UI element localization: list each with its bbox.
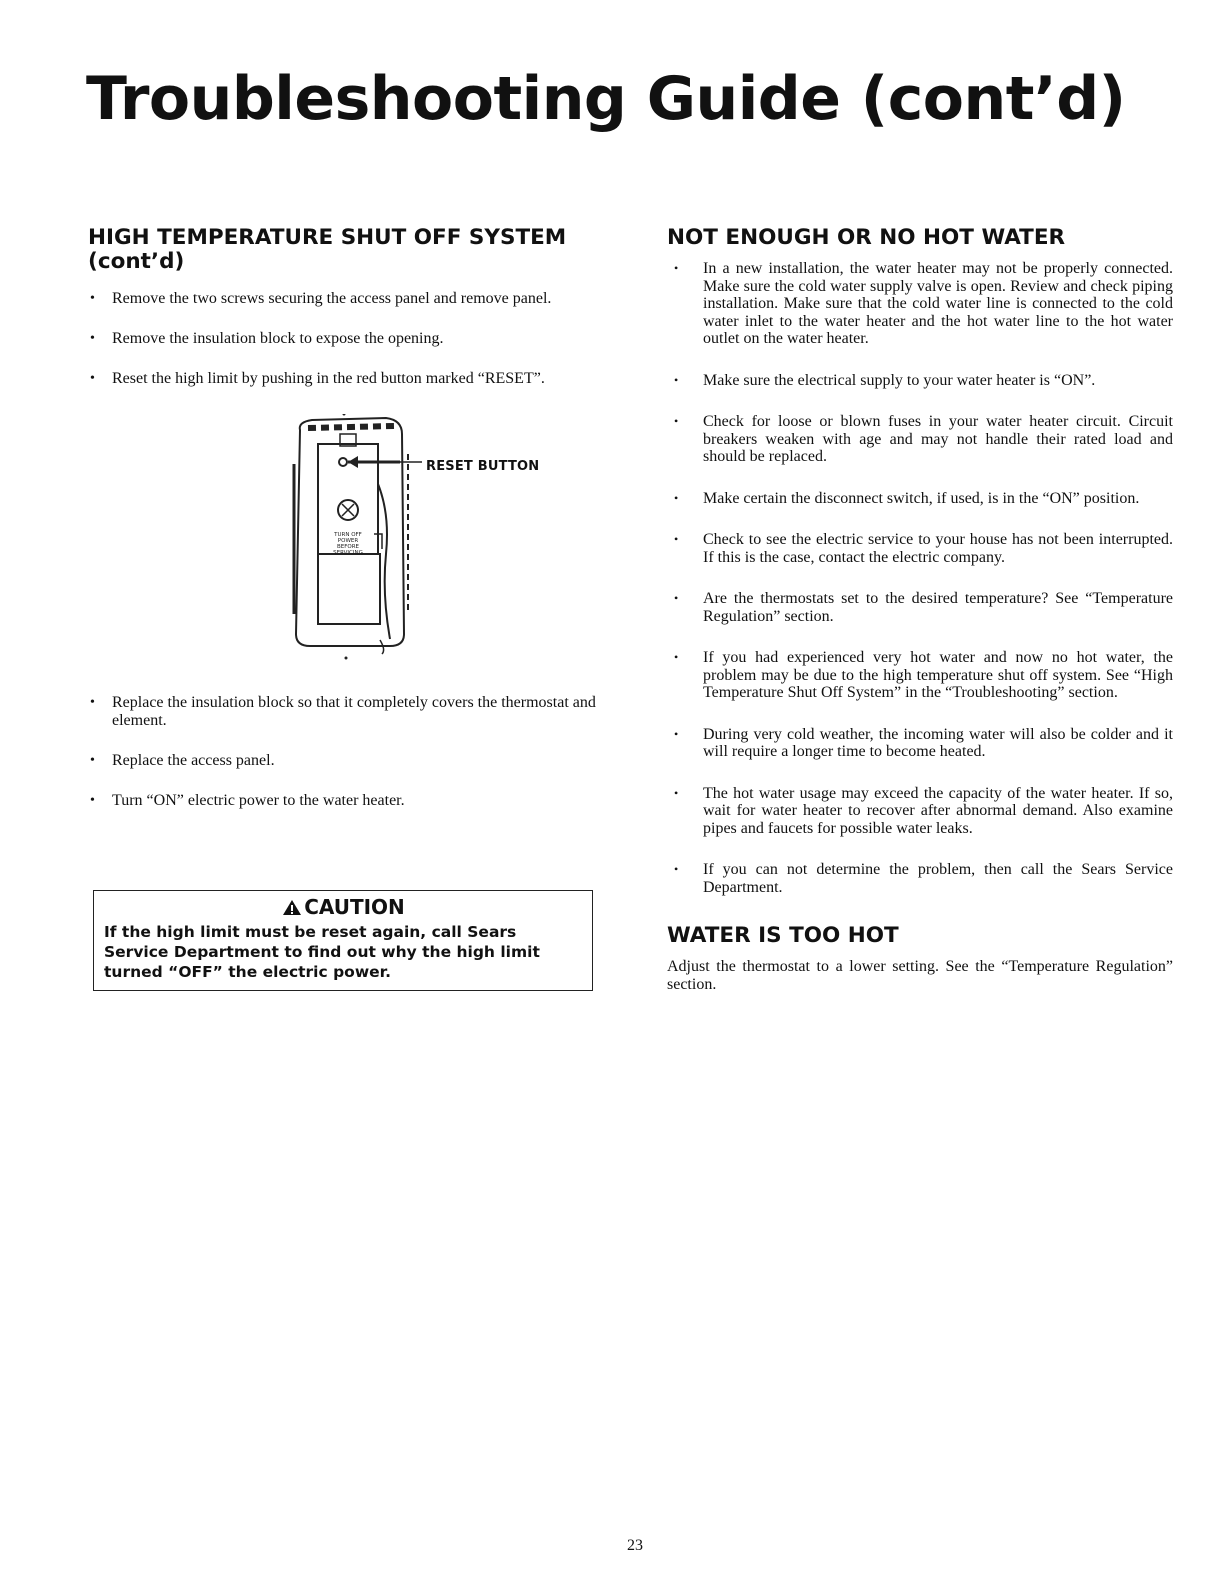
left-column [88,226,598,991]
page-number: 23 [627,1537,643,1554]
warning-triangle-icon [282,899,302,916]
section-heading-water-too-hot: WATER IS TOO HOT [667,923,899,948]
list-item: • The hot water usage may exceed the capacity of the water heater. If so, wait for water heater to recover after abnormal demand. Also examine pipes and faucets for possible water leaks. [667,785,1173,838]
list-item: • Remove the two screws securing the access panel and remove panel. [88,290,598,308]
svg-text:SERVICING: SERVICING [333,550,363,556]
list-item: • Are the thermostats set to the desired temperature? See “Temperature Regulation” section. [667,590,1173,625]
svg-text:BEFORE: BEFORE [336,544,360,550]
svg-text:TURN OFF: TURN OFF [334,532,362,538]
list-item: • Check for loose or blown fuses in your water heater circuit. Circuit breakers weaken with age and may not handle their rated load and should be replaced. [667,413,1173,466]
list-item: • Remove the insulation block to expose the opening. [88,330,598,348]
list-item: • Replace the insulation block so that it completely covers the thermostat and element. [88,694,598,730]
caution-title-text: CAUTION [304,895,405,919]
list-item: • Turn “ON” electric power to the water heater. [88,792,598,810]
list-item: • If you had experienced very hot water and now no hot water, the problem may be due to the high temperature shut off system. See “High Temperature Shut Off System” in the “Troubleshooting” section. [667,649,1173,702]
high-temp-steps-list [88,290,598,388]
list-item: • Make sure the electrical supply to your water heater is “ON”. [667,372,1173,390]
caution-title [104,895,583,919]
list-item: • Make certain the disconnect switch, if used, is in the “ON” position. [667,490,1173,508]
list-item: • During very cold weather, the incoming water will also be colder and it will require a longer time to become heated. [667,726,1173,761]
caution-box [93,890,593,991]
right-column [667,226,1173,994]
section-heading-high-temp: HIGH TEMPERATURE SHUT OFF SYSTEM (cont’d) [88,225,567,274]
list-item: • If you can not determine the problem, then call the Sears Service Department. [667,861,1173,896]
not-enough-hot-water-list [667,260,1173,896]
list-item: • Reset the high limit by pushing in the red button marked “RESET”. [88,370,598,388]
list-item: • Replace the access panel. [88,752,598,770]
reset-button-figure [282,414,582,662]
list-item: • Check to see the electric service to your house has not been interrupted. If this is the case, contact the electric company. [667,531,1173,566]
reset-button-label: RESET BUTTON [426,459,540,474]
thermostat-illustration [282,414,582,662]
caution-text: If the high limit must be reset again, call Sears Service Department to find out why the high limit turned “OFF” the electric power. [104,923,540,981]
page-title: Troubleshooting Guide (cont’d) [86,64,1126,134]
section-heading-not-enough-hot-water: NOT ENOUGH OR NO HOT WATER [667,225,1066,250]
water-too-hot-paragraph: Adjust the thermostat to a lower setting. See the “Temperature Regulation” section. [667,958,1173,993]
after-reset-steps-list [88,694,598,810]
list-item: • In a new installation, the water heater may not be properly connected. Make sure the cold water supply valve is open. Review and check piping installation. Make sure that the cold water line is connected to the cold water inlet to the water heater and the hot water line to the hot water outlet on the water heater. [667,260,1173,348]
svg-text:POWER: POWER [337,538,359,544]
